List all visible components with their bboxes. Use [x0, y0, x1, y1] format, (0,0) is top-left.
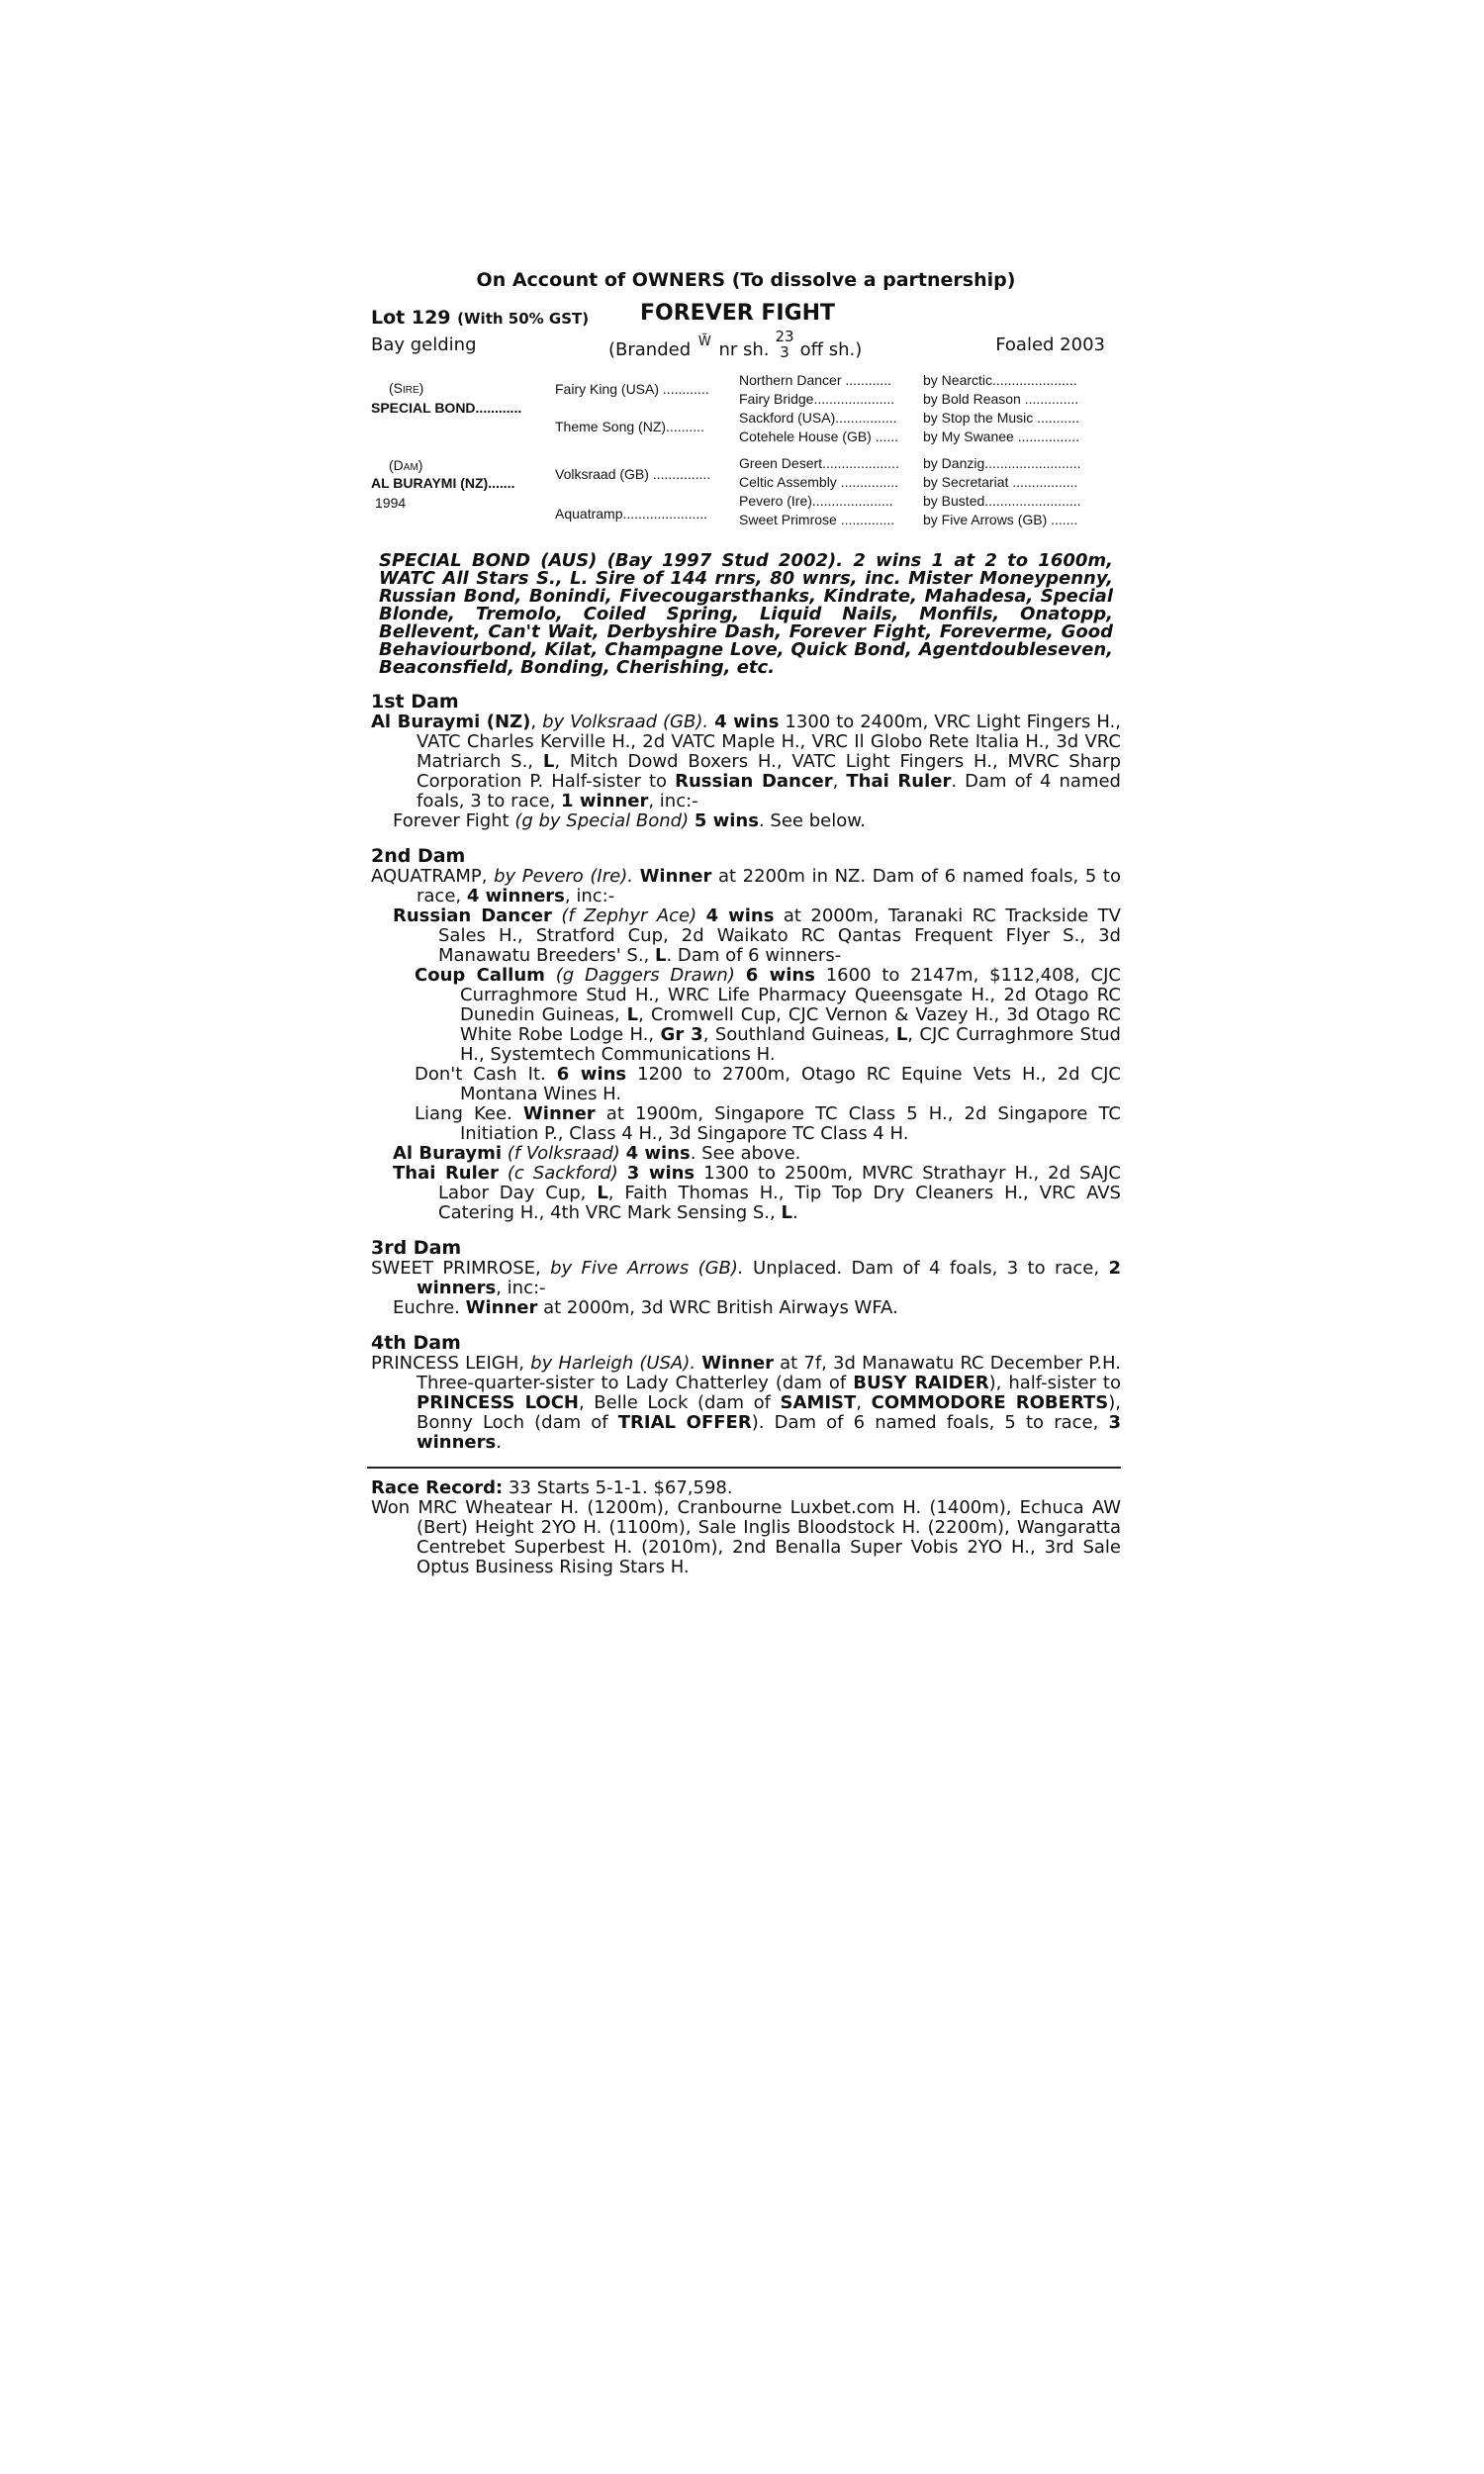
sire-name: SPECIAL BOND............ [371, 400, 522, 416]
ped-gg-2: Sackford (USA)................ [739, 410, 897, 426]
cc-by: (g Daggers Drawn) [555, 965, 735, 986]
half-sister-2: Thai Ruler [846, 771, 952, 792]
brand-near: nr sh. [718, 339, 770, 360]
ped-ggg-3-text: by My Swanee [923, 428, 1014, 444]
foal-by: (g by Special Bond) [514, 810, 690, 831]
third-dam-name: SWEET PRIMROSE, [371, 1258, 541, 1279]
owner-line: On Account of OWNERS (To dissolve a partnership) [476, 269, 1016, 291]
rd-end: . Dam of 6 winners- [666, 945, 842, 966]
ped-ggg-0: by Nearctic...................... [923, 372, 1077, 388]
lot-label: Lot 129 [371, 307, 451, 329]
ped-ggg-1: by Bold Reason .............. [923, 391, 1079, 407]
tr-text1: 1300 to 2500m, MVRC Strathayr H., 2d SAJC Labor Day Cup, [438, 1163, 1121, 1203]
busy-raider: BUSY RAIDER [853, 1373, 989, 1393]
race-record-stats: 33 Starts 5-1-1. $67,598. [508, 1477, 733, 1498]
rd-text: at 2000m, Taranaki RC Trackside TV Sales H., Stratford Cup, 2d Waikato RC Qantas Frequent Flyer S., 3d Manawatu Breeders' S., [438, 905, 1121, 966]
ped-gg-3: Cotehele House (GB) ...... [739, 428, 899, 444]
commodore-roberts: COMMODORE ROBERTS [871, 1392, 1109, 1413]
lot-row [371, 299, 1121, 329]
ab-text: . See above. [690, 1143, 801, 1164]
gst-note: (With 50% GST) [457, 310, 590, 328]
samist: SAMIST [780, 1392, 857, 1413]
ped-gg-4: Green Desert.................... [739, 455, 899, 471]
third-dam-text [371, 1259, 1121, 1298]
section-divider [367, 1467, 1121, 1469]
brand-number-top: 23 [775, 328, 794, 345]
dc-name: Don't Cash It. [415, 1064, 546, 1085]
third-dam-winners: 2 winners [417, 1258, 1121, 1298]
brand-open: (Branded [608, 339, 692, 360]
trial-offer: TRIAL OFFER [617, 1412, 752, 1433]
ped-gg-1-text: Fairy Bridge [739, 391, 814, 407]
fourth-dam-text3: , Belle Lock (dam of [578, 1392, 771, 1413]
ped-g2: Theme Song (NZ).......... [555, 419, 704, 434]
dont-cash-it-entry [371, 1065, 1121, 1104]
ped-ggg-4: by Danzig......................... [923, 455, 1081, 471]
fourth-dam-section [371, 1332, 1121, 1453]
race-record-details: Won MRC Wheatear H. (1200m), Cranbourne Luxbet.com H. (1400m), Echuca AW (Bert) Height 2YO H. (1100m), Sale Inglis Bloodstock H. (2200m), Wangaratta Centrebet Superbest H. (2010m), 2nd Benalla Super Vobis 2YO H., 3rd Sale Optus Business Rising Stars H. [371, 1497, 1121, 1577]
ped-g4-text: Aquatramp [555, 506, 623, 522]
fourth-dam-text4: ), Bonny Loch (dam of [417, 1392, 1121, 1433]
dam-name: AL BURAYMI (NZ)....... [371, 475, 515, 491]
horse-info-row [371, 329, 1121, 370]
foal-forever-fight [371, 811, 1121, 831]
ped-g1-text: Fairy King (USA) [555, 381, 660, 397]
first-dam-text4: , inc:- [648, 791, 698, 811]
first-dam-text: Al Buraymi (NZ), by Volksraad (GB). 4 wins 1300 to 2400m, VRC Light Fingers H., VATC Charles Kerville H., 2d VATC Maple H., VRC Il Globo Rete Italia H., 3d VRC Matriarch S., L, Mitch Dowd Boxers H., VATC Light Fingers H., MVRC Sharp Corporation P. Half-sister to Russian Dancer, Thai Ruler. Dam of 4 named foals, 3 to race, 1 winner, inc:- [371, 712, 1121, 811]
first-dam-winner-count: 1 winner [561, 791, 649, 811]
fourth-dam-heading: 4th Dam [371, 1332, 461, 1354]
ped-gg-6-text: Pevero (Ire) [739, 493, 812, 509]
third-dam-section [371, 1237, 1121, 1318]
foal-name: Forever Fight [393, 810, 510, 831]
race-record-label: Race Record: [371, 1477, 504, 1498]
first-dam-section [371, 691, 1121, 831]
ped-gg-0-text: Northern Dancer [739, 372, 842, 388]
ped-g3-text: Volksraad (GB) [555, 466, 649, 482]
princess-loch: PRINCESS LOCH [417, 1392, 579, 1413]
pedigree-table [371, 370, 1121, 538]
fourth-dam-name: PRINCESS LEIGH, [371, 1353, 524, 1374]
second-dam-winner: Winner [639, 866, 712, 887]
rd-listed: L [655, 945, 667, 966]
dc-wins: 6 wins [556, 1064, 627, 1085]
ped-gg-7: Sweet Primrose .............. [739, 512, 895, 527]
cc-listed-1: L [626, 1004, 639, 1025]
color-sex: Bay gelding [371, 334, 477, 355]
tr-text2: , Faith Thomas H., Tip Top Dry Cleaners H., VRC AVS Catering H., 4th VRC Mark Sensing S., [438, 1183, 1121, 1223]
fourth-dam-text: PRINCESS LEIGH, by Harleigh (USA). Winner at 7f, 3d Manawatu RC December P.H. Three-quarter-sister to Lady Chatterley (dam of BUSY RAIDER), half-sister to PRINCESS LOCH, Belle Lock (dam of SAMIST, COMMODORE ROBERTS), Bonny Loch (dam of TRIAL OFFER). Dam of 6 named foals, 5 to race, 3 winners. [371, 1353, 1121, 1453]
ped-ggg-2-text: by Stop the Music [923, 410, 1034, 426]
fourth-dam-end: . [496, 1432, 502, 1453]
ped-ggg-7-text: by Five Arrows (GB) [923, 512, 1048, 527]
fourth-dam-text5: ). Dam of 6 named foals, 5 to race, [751, 1412, 1099, 1433]
tr-wins: 3 wins [626, 1163, 696, 1184]
brand-off: off sh.) [799, 339, 863, 360]
brand-symbol: W̃ [697, 334, 711, 349]
ped-g3: Volksraad (GB) ............... [555, 466, 711, 482]
sire-progeny-paragraph: SPECIAL BOND (AUS) (Bay 1997 Stud 2002). 2 wins 1 at 2 to 1600m, WATC All Stars S., L. Sire of 144 rnrs, 80 wnrs, inc. Mister Moneypenny, Russian Bond, Bonindi, Fivecougarsthanks, Kindrate, Mahadesa, Special Blonde, Tremolo, Coiled Spring, Liquid Nails, Monfils, Onatopp, Bellevent, Can't Wait, Derbyshire Dash, Forever Fight, Foreverme, Good Behaviourbond, Kilat, Champagne Love, Quick Bond, Agentdoubleseven, Beaconsfield, Bonding, Cherishing, etc. [379, 550, 1113, 678]
second-dam-by: by Pevero (Ire). [494, 866, 633, 887]
tr-listed-2: L [781, 1202, 792, 1223]
cc-wins: 6 wins [745, 965, 815, 986]
ped-g2-text: Theme Song (NZ) [555, 419, 667, 434]
sire-label: (Sire) [389, 380, 424, 396]
first-dam-text2: , Mitch Dowd Boxers H., VATC Light Fingers H., MVRC Sharp Corporation P. Half-sister to [417, 751, 1121, 792]
liang-kee-entry [371, 1104, 1121, 1144]
brand-number [776, 329, 794, 360]
first-dam-text1: 1300 to 2400m, VRC Light Fingers H., VATC Charles Kerville H., 2d VATC Maple H., VRC Il Globo Rete Italia H., 3d VRC Matriarch S., [417, 712, 1121, 772]
ped-gg-3-text: Cotehele House (GB) [739, 428, 872, 444]
second-dam-winners: 4 winners [466, 886, 565, 906]
third-dam-by: by Five Arrows (GB). [550, 1258, 744, 1279]
brand-number-bottom: 3 [780, 343, 789, 361]
ped-gg-4-text: Green Desert [739, 455, 823, 471]
coup-callum-entry [371, 966, 1121, 1065]
foaled-year: Foaled 2003 [995, 334, 1105, 355]
ped-gg-5: Celtic Assembly ............... [739, 474, 899, 490]
dc-text: 1200 to 2700m, Otago RC Equine Vets H., 2d CJC Montana Wines H. [460, 1064, 1121, 1104]
ab-by: (f Volksraad) [507, 1143, 620, 1164]
cc-group: Gr 3 [660, 1024, 703, 1045]
third-dam-text2: , inc:- [496, 1278, 546, 1298]
cc-text1: 1600 to 2147m, $112,408, CJC Curraghmore Stud H., WRC Life Pharmacy Queensgate H., 2d Otago RC Dunedin Guineas, [460, 965, 1121, 1025]
rd-by: (f Zephyr Ace) [561, 905, 697, 926]
horse-name: FOREVER FIGHT [640, 301, 836, 326]
fourth-dam-by: by Harleigh (USA). [530, 1353, 696, 1374]
ped-ggg-5-text: by Secretariat [923, 474, 1009, 490]
ped-gg-1: Fairy Bridge..................... [739, 391, 895, 407]
first-dam-heading: 1st Dam [371, 691, 459, 713]
brand-info [608, 328, 863, 366]
second-dam-section [371, 845, 1121, 1223]
ab-name: Al Buraymi [393, 1143, 503, 1164]
euchre-entry [371, 1298, 1121, 1318]
cc-text4: , CJC Curraghmore Stud H., Systemtech Communications H. [460, 1024, 1121, 1065]
tr-by: (c Sackford) [507, 1163, 618, 1184]
dam-year: 1994 [375, 495, 407, 511]
lk-text: at 1900m, Singapore TC Class 5 H., 2d Singapore TC Initiation P., Class 4 H., 3d Singapore TC Class 4 H. [460, 1103, 1121, 1144]
tr-name: Thai Ruler [393, 1163, 499, 1184]
thai-ruler-entry [371, 1164, 1121, 1223]
ped-ggg-7: by Five Arrows (GB) ....... [923, 512, 1078, 527]
ped-gg-0: Northern Dancer ............ [739, 372, 892, 388]
ped-ggg-1-text: by Bold Reason [923, 391, 1021, 407]
ped-ggg-4-text: by Danzig [923, 455, 985, 471]
first-dam-text3: . Dam of 4 named foals, 3 to race, [417, 771, 1121, 811]
ped-gg-2-text: Sackford (USA) [739, 410, 836, 426]
ped-ggg-0-text: by Nearctic [923, 372, 993, 388]
dam-name-text: AL BURAYMI (NZ) [371, 475, 489, 491]
first-dam-by: by Volksraad (GB). [542, 712, 709, 732]
fourth-dam-winners: 3 winners [417, 1412, 1121, 1453]
race-record-section [371, 1478, 1121, 1577]
ped-gg-6: Pevero (Ire)..................... [739, 493, 893, 509]
second-dam-text1: at 2200m in NZ. Dam of 6 named foals, 5 to race, [417, 866, 1121, 906]
ped-ggg-6-text: by Busted [923, 493, 985, 509]
cc-listed-2: L [895, 1024, 908, 1045]
cc-text2: , Cromwell Cup, CJC Vernon & Vazey H., 3d Otago RC White Robe Lodge H., [460, 1004, 1121, 1045]
half-sister-1: Russian Dancer [675, 771, 833, 792]
second-dam-name: AQUATRAMP, [371, 866, 488, 887]
ped-g1: Fairy King (USA) ............ [555, 381, 709, 397]
tr-end: . [791, 1202, 798, 1223]
first-dam-name: Al Buraymi (NZ) [371, 712, 531, 732]
tr-listed-1: L [597, 1183, 608, 1203]
fourth-dam-text2: ), half-sister to [988, 1373, 1121, 1393]
ped-gg-7-text: Sweet Primrose [739, 512, 837, 527]
second-dam-heading: 2nd Dam [371, 845, 466, 867]
euchre-name: Euchre. [393, 1297, 460, 1318]
second-dam-text2: , inc:- [564, 886, 615, 906]
al-buraymi-entry [371, 1144, 1121, 1164]
cc-text3: , Southland Guineas, [702, 1024, 890, 1045]
ped-gg-5-text: Celtic Assembly [739, 474, 837, 490]
ped-ggg-6: by Busted......................... [923, 493, 1081, 509]
lk-win: Winner [522, 1103, 596, 1124]
ped-ggg-2: by Stop the Music ........... [923, 410, 1079, 426]
third-dam-text1: Unplaced. Dam of 4 foals, 3 to race, [753, 1258, 1100, 1279]
rd-wins: 4 wins [705, 905, 775, 926]
russian-dancer-entry [371, 906, 1121, 966]
euchre-text: at 2000m, 3d WRC British Airways WFA. [543, 1297, 898, 1318]
lot-number [371, 307, 589, 329]
dam-label: (Dam) [389, 457, 423, 473]
race-record-summary [371, 1478, 1121, 1498]
ped-ggg-5: by Secretariat ................. [923, 474, 1078, 490]
listed-mark: L [542, 751, 555, 772]
rd-name: Russian Dancer [393, 905, 552, 926]
cc-name: Coup Callum [415, 965, 545, 986]
fourth-dam-text1: at 7f, 3d Manawatu RC December P.H. Three-quarter-sister to Lady Chatterley (dam of [417, 1353, 1121, 1393]
foal-rest: . See below. [758, 810, 866, 831]
third-dam-heading: 3rd Dam [371, 1237, 462, 1259]
fourth-dam-winner: Winner [701, 1353, 774, 1374]
first-dam-wins: 4 wins [714, 712, 780, 732]
catalogue-page [371, 269, 1121, 1577]
foal-wins: 5 wins [694, 810, 759, 831]
sire-name-text: SPECIAL BOND [371, 400, 476, 416]
ped-ggg-3: by My Swanee ................ [923, 428, 1079, 444]
ped-g4: Aquatramp...................... [555, 506, 708, 522]
ab-wins: 4 wins [625, 1143, 691, 1164]
lk-name: Liang Kee. [415, 1103, 512, 1124]
second-dam-text [371, 867, 1121, 906]
euchre-win: Winner [465, 1297, 538, 1318]
